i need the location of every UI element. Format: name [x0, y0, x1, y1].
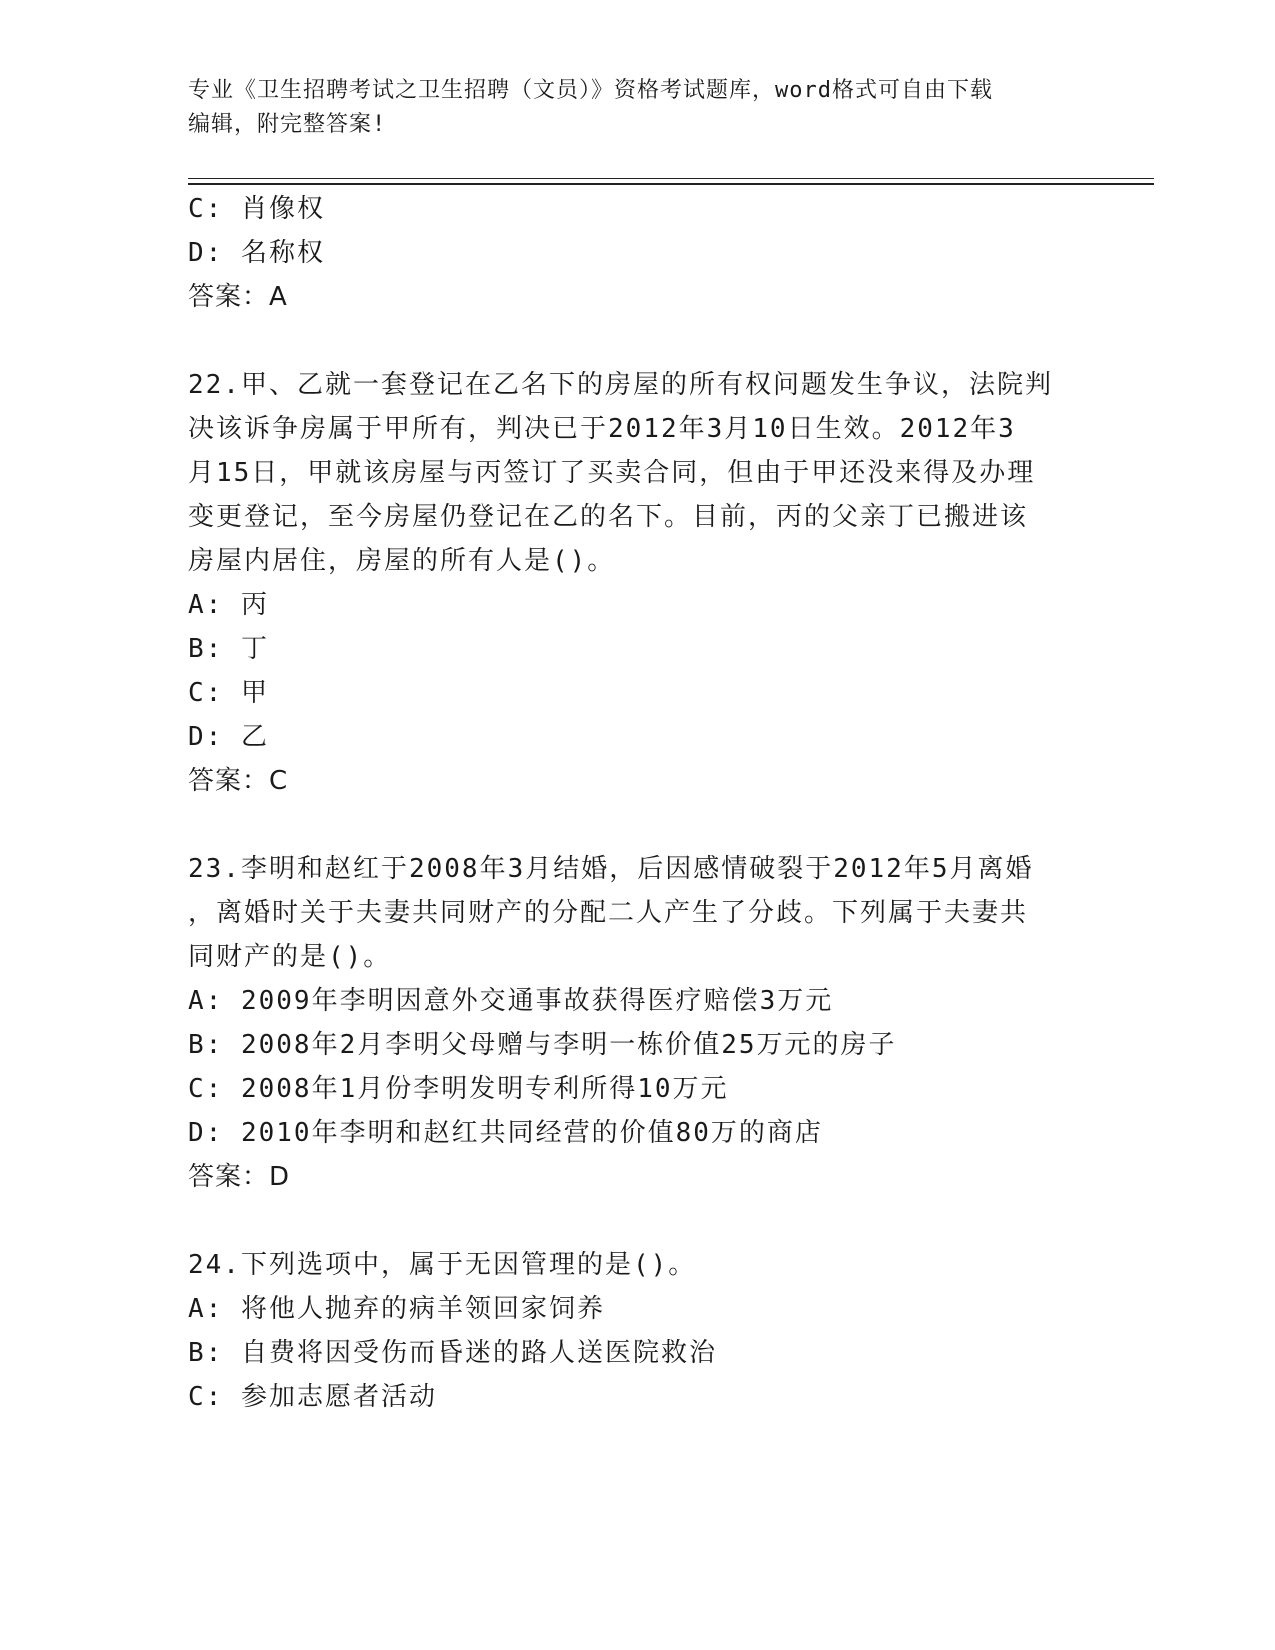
q22-stem-line: 月15日，甲就该房屋与丙签订了买卖合同，但由于甲还没来得及办理: [188, 458, 1036, 488]
q24-option-b: B: 自费将因受伤而昏迷的路人送医院救治: [188, 1338, 717, 1368]
header-rule-thick: [188, 183, 1154, 185]
q22-option-b: B: 丁: [188, 634, 269, 664]
q22-stem-line: 决该诉争房属于甲所有，判决已于2012年3月10日生效。2012年3: [188, 414, 1016, 444]
q23-stem-line: ，离婚时关于夫妻共同财产的分配二人产生了分歧。下列属于夫妻共: [188, 898, 1029, 928]
q21-option-d: D: 名称权: [188, 238, 325, 268]
q21-option-c: C: 肖像权: [188, 194, 325, 224]
q23-answer: 答案：D: [188, 1162, 291, 1192]
q23-stem-line: 23.李明和赵红于2008年3月结婚，后因感情破裂于2012年5月离婚: [188, 854, 1034, 884]
q23-option-d: D: 2010年李明和赵红共同经营的价值80万的商店: [188, 1118, 823, 1148]
q22-option-a: A: 丙: [188, 590, 269, 620]
header-rule-thin: [188, 178, 1154, 179]
q22-stem-line: 变更登记，至今房屋仍登记在乙的名下。目前，丙的父亲丁已搬进该: [188, 502, 1029, 532]
q21-answer: 答案：A: [188, 282, 288, 312]
q23-option-a: A: 2009年李明因意外交通事故获得医疗赔偿3万元: [188, 986, 834, 1016]
q24-stem-line: 24.下列选项中，属于无因管理的是()。: [188, 1250, 697, 1280]
q22-stem-line: 22.甲、乙就一套登记在乙名下的房屋的所有权问题发生争议，法院判: [188, 370, 1053, 400]
q23-stem-line: 同财产的是()。: [188, 942, 392, 972]
q24-option-c: C: 参加志愿者活动: [188, 1382, 437, 1412]
q23-option-c: C: 2008年1月份李明发明专利所得10万元: [188, 1074, 729, 1104]
q22-option-c: C: 甲: [188, 678, 269, 708]
document-header: [188, 74, 1068, 142]
q22-option-d: D: 乙: [188, 722, 269, 752]
q24-option-a: A: 将他人抛弃的病羊领回家饲养: [188, 1294, 605, 1324]
q22-answer: 答案：C: [188, 766, 289, 796]
q22-stem-line: 房屋内居住，房屋的所有人是()。: [188, 546, 616, 576]
header-line-2: 编辑，附完整答案!: [188, 112, 387, 137]
header-line-1: 专业《卫生招聘考试之卫生招聘（文员）》资格考试题库，word格式可自由下载: [188, 78, 993, 103]
q23-option-b: B: 2008年2月李明父母赠与李明一栋价值25万元的房子: [188, 1030, 897, 1060]
